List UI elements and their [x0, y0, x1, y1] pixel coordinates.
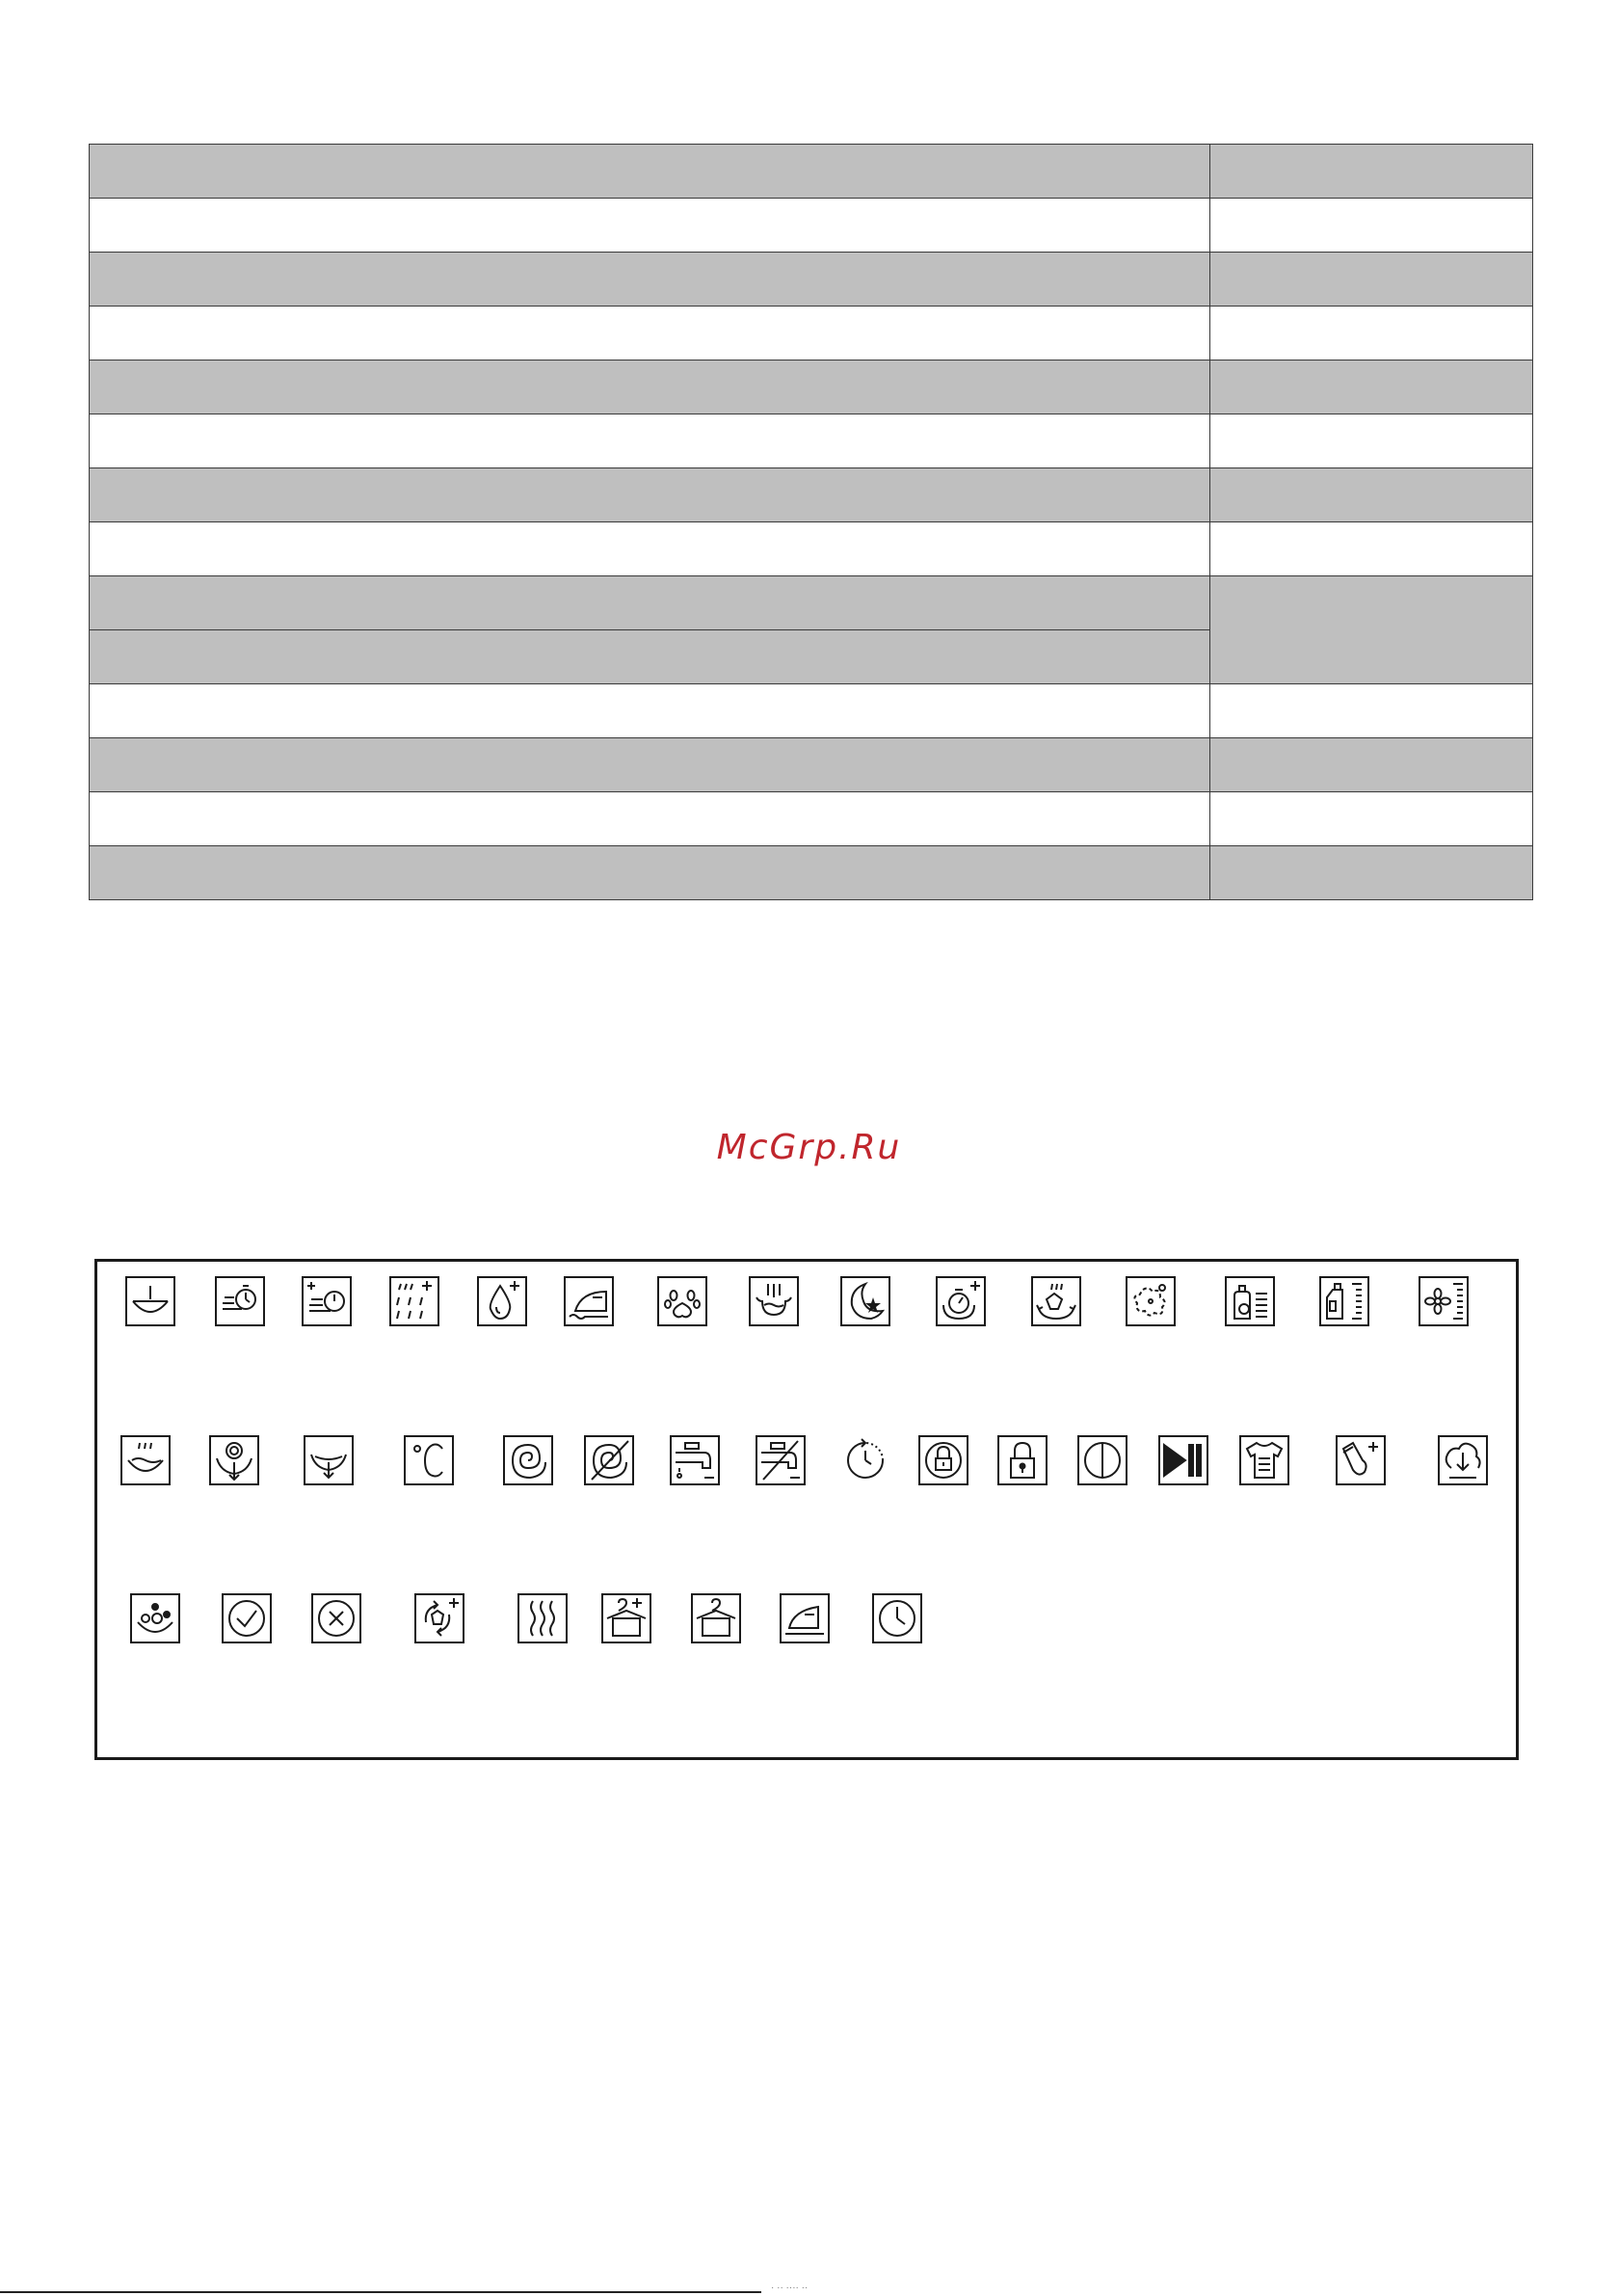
- night-mode-icon: [840, 1276, 890, 1326]
- table-cell-value: [1210, 468, 1533, 522]
- prewash-icon: [125, 1276, 175, 1326]
- table-cell-value: [1210, 307, 1533, 360]
- table-cell-label: [90, 414, 1210, 468]
- clock-icon: [872, 1593, 922, 1643]
- footer-text: · ·· ···· ··: [771, 2283, 809, 2293]
- drain-icon: [304, 1435, 354, 1485]
- table-cell-value: [1210, 145, 1533, 199]
- spin-drain-icon: [209, 1435, 259, 1485]
- footer-rule: [0, 2291, 761, 2293]
- no-spin-icon: [584, 1435, 634, 1485]
- clothes-care-icon: [1239, 1435, 1289, 1485]
- softener-level-icon: [1419, 1276, 1469, 1326]
- table-cell-label: [90, 846, 1210, 900]
- table-cell-value: [1210, 414, 1533, 468]
- check-icon: [222, 1593, 272, 1643]
- table-cell-label: [90, 522, 1210, 576]
- no-water-tap-icon: [756, 1435, 806, 1485]
- table-row: [90, 684, 1533, 738]
- table-cell-value: [1210, 738, 1533, 792]
- table-cell-label: [90, 630, 1210, 684]
- iron-dry-icon: [780, 1593, 830, 1643]
- quick-wash-plus-icon: [302, 1276, 352, 1326]
- spec-table: [89, 144, 1533, 900]
- table-row: [90, 199, 1533, 253]
- table-row: [90, 468, 1533, 522]
- table-cell-value: [1210, 253, 1533, 307]
- water-tap-icon: [670, 1435, 720, 1485]
- table-row: [90, 846, 1533, 900]
- time-save-icon: [936, 1276, 986, 1326]
- spin-icon: [503, 1435, 553, 1485]
- table-cell-value: [1210, 684, 1533, 738]
- table-cell-value: [1210, 576, 1533, 684]
- table-cell-value: [1210, 792, 1533, 846]
- temperature-icon: [404, 1435, 454, 1485]
- bubble-wash-icon: [130, 1593, 180, 1643]
- table-cell-label: [90, 684, 1210, 738]
- watermark-text: McGrp.Ru: [716, 1128, 902, 1167]
- table-row: [90, 253, 1533, 307]
- child-lock-icon: [997, 1435, 1048, 1485]
- soak-icon: [749, 1276, 799, 1326]
- cancel-icon: [311, 1593, 361, 1643]
- table-cell-value: [1210, 360, 1533, 414]
- steam-refresh-icon: [1031, 1276, 1081, 1326]
- water-plus-icon: [477, 1276, 527, 1326]
- table-cell-value: [1210, 199, 1533, 253]
- table-cell-label: [90, 468, 1210, 522]
- table-row: [90, 576, 1533, 630]
- table-cell-label: [90, 199, 1210, 253]
- download-icon: [1438, 1435, 1488, 1485]
- hanger-dry-plus-icon: [601, 1593, 651, 1643]
- hanger-dry-icon: [691, 1593, 741, 1643]
- extra-rinse-icon: [389, 1276, 439, 1326]
- table-row: [90, 307, 1533, 360]
- table-cell-label: [90, 253, 1210, 307]
- table-cell-label: [90, 307, 1210, 360]
- detergent-cold-icon: [1225, 1276, 1275, 1326]
- table-row: [90, 738, 1533, 792]
- power-icon: [1077, 1435, 1127, 1485]
- table-row: [90, 792, 1533, 846]
- steam-icon: [517, 1593, 568, 1643]
- table-cell-label: [90, 792, 1210, 846]
- table-row: [90, 414, 1533, 468]
- delay-timer-icon: [840, 1435, 890, 1485]
- table-cell-label: [90, 360, 1210, 414]
- start-pause-icon: [1158, 1435, 1208, 1485]
- table-row: [90, 360, 1533, 414]
- remote-lock-icon: [918, 1435, 968, 1485]
- stain-icon: [1126, 1276, 1176, 1326]
- table-cell-label: [90, 738, 1210, 792]
- table-row: [90, 145, 1533, 199]
- sock-plus-icon: [1336, 1435, 1386, 1485]
- refresh-plus-icon: [414, 1593, 464, 1643]
- table-cell-label: [90, 576, 1210, 630]
- rinse-icon: [120, 1435, 171, 1485]
- icon-legend-panel: [94, 1259, 1519, 1760]
- pet-care-icon: [657, 1276, 707, 1326]
- detergent-level-icon: [1319, 1276, 1369, 1326]
- table-cell-label: [90, 145, 1210, 199]
- quick-wash-icon: [215, 1276, 265, 1326]
- iron-easy-icon: [564, 1276, 614, 1326]
- table-cell-value: [1210, 846, 1533, 900]
- table-cell-value: [1210, 522, 1533, 576]
- table-row: [90, 522, 1533, 576]
